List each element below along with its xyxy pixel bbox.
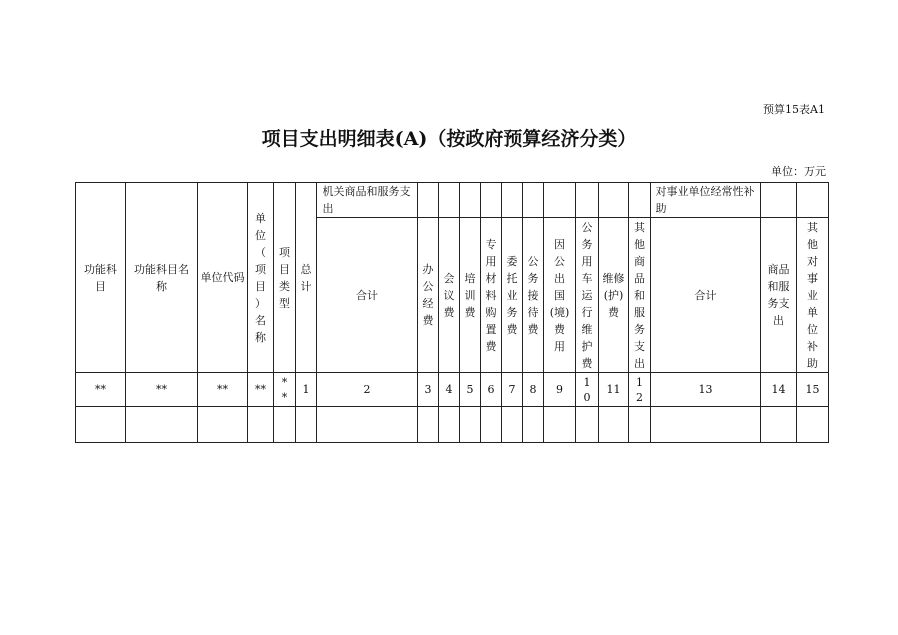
group-header-blank [629, 183, 651, 218]
header-subsidy-goods-services-label: 商品和服务支出 [767, 263, 790, 327]
header-project-type-label: 项目类型 [278, 245, 290, 310]
group-header-blank [523, 183, 544, 218]
group-header-blank [502, 183, 523, 218]
header-vehicle-operation [576, 218, 599, 373]
header-meeting-fees [439, 218, 460, 373]
header-office-expenses-label: 办公经费 [422, 263, 434, 327]
data-cell [599, 407, 629, 443]
group-header-blank [599, 183, 629, 218]
column-index-cell: 4 [439, 373, 460, 407]
header-unit-code [198, 183, 248, 373]
group-header-blank [418, 183, 439, 218]
unit-label: 单位：万元 [771, 165, 826, 178]
column-index-value: 10 [583, 375, 591, 404]
header-row-groups [76, 183, 829, 218]
data-cell [651, 407, 761, 443]
header-special-materials [481, 218, 502, 373]
data-cell [418, 407, 439, 443]
data-cell [460, 407, 481, 443]
header-official-reception [523, 218, 544, 373]
column-index-cell: ** [198, 373, 248, 407]
data-cell [198, 407, 248, 443]
column-index-cell [629, 373, 651, 407]
data-cell [126, 407, 198, 443]
header-subsidy-subtotal [651, 218, 761, 373]
data-cell [439, 407, 460, 443]
data-cell [76, 407, 126, 443]
data-cell [317, 407, 418, 443]
column-index-cell: ** [76, 373, 126, 407]
column-index-cell: 5 [460, 373, 481, 407]
header-function-subject-label: 功能科目 [83, 262, 117, 293]
header-maintenance-label: 维修(护)费 [602, 271, 625, 319]
column-index-cell: 11 [599, 373, 629, 407]
header-function-subject-name-label: 功能科目名称 [133, 262, 189, 293]
group-header-blank [439, 183, 460, 218]
group-header-subsidy-label: 对事业单位经常性补助 [655, 185, 755, 215]
header-total-label: 总计 [300, 262, 312, 293]
header-other-subsidies [797, 218, 829, 373]
group-header-blank [576, 183, 599, 218]
data-cell [629, 407, 651, 443]
column-index-cell: 15 [797, 373, 829, 407]
header-goods-services-subtotal-label: 合计 [356, 288, 378, 302]
header-meeting-fees-label: 会议费 [443, 271, 455, 319]
data-cell [502, 407, 523, 443]
data-cell [274, 407, 296, 443]
column-index-cell: 14 [761, 373, 797, 407]
header-unit-project-name [248, 183, 274, 373]
column-index-cell [274, 373, 296, 407]
header-overseas-travel [544, 218, 576, 373]
header-other-subsidies-label: 其他对事业单位补助 [806, 220, 818, 370]
header-subsidy-subtotal-label: 合计 [694, 288, 717, 302]
group-header-goods-services [317, 183, 418, 218]
group-header-blank [761, 183, 797, 218]
column-index-cell: 6 [481, 373, 502, 407]
column-index-cell: 1 [296, 373, 317, 407]
group-header-subsidy [651, 183, 761, 218]
document-title: 项目支出明细表(A)（按政府预算经济分类） [261, 128, 637, 150]
column-index-value: 12 [636, 375, 643, 404]
header-project-type [274, 183, 296, 373]
group-header-goods-services-label: 机关商品和服务支出 [322, 185, 411, 215]
header-maintenance [599, 218, 629, 373]
header-commissioned-services [502, 218, 523, 373]
data-cell [481, 407, 502, 443]
data-cell [797, 407, 829, 443]
budget-table [75, 182, 829, 443]
group-header-blank [481, 183, 502, 218]
header-vehicle-operation-label: 公务用车运行维护费 [581, 220, 593, 370]
header-official-reception-label: 公务接待费 [527, 254, 539, 336]
column-index-cell: 13 [651, 373, 761, 407]
column-index-cell: 3 [418, 373, 439, 407]
header-other-goods-services [629, 218, 651, 373]
group-header-blank [544, 183, 576, 218]
form-code: 预算15表A1 [763, 103, 825, 116]
header-special-materials-label: 专用材料购置费 [485, 237, 497, 353]
column-index-cell: 9 [544, 373, 576, 407]
column-index-cell: 8 [523, 373, 544, 407]
column-index-cell: ** [126, 373, 198, 407]
data-cell [523, 407, 544, 443]
column-index-row [76, 373, 829, 407]
header-function-subject [76, 183, 126, 373]
column-index-value: ** [281, 375, 288, 404]
column-index-cell: 7 [502, 373, 523, 407]
data-cell [761, 407, 797, 443]
header-unit-project-name-label: 单位（项目）名称 [254, 211, 266, 344]
header-goods-services-subtotal [317, 218, 418, 373]
header-unit-code-label: 单位代码 [200, 271, 245, 285]
header-subsidy-goods-services [761, 218, 797, 373]
column-index-cell: 2 [317, 373, 418, 407]
header-other-goods-services-label: 其他商品和服务支出 [633, 220, 645, 370]
header-training-fees-label: 培训费 [464, 271, 476, 319]
header-training-fees [460, 218, 481, 373]
data-row [76, 407, 829, 443]
column-index-cell: ** [248, 373, 274, 407]
header-office-expenses [418, 218, 439, 373]
column-index-cell [576, 373, 599, 407]
data-cell [248, 407, 274, 443]
header-commissioned-services-label: 委托业务费 [506, 254, 518, 336]
header-function-subject-name [126, 183, 198, 373]
header-total [296, 183, 317, 373]
data-cell [576, 407, 599, 443]
group-header-blank [460, 183, 481, 218]
data-cell [296, 407, 317, 443]
data-cell [544, 407, 576, 443]
group-header-blank [797, 183, 829, 218]
header-overseas-travel-label: 因公出国(境)费用 [549, 237, 570, 353]
